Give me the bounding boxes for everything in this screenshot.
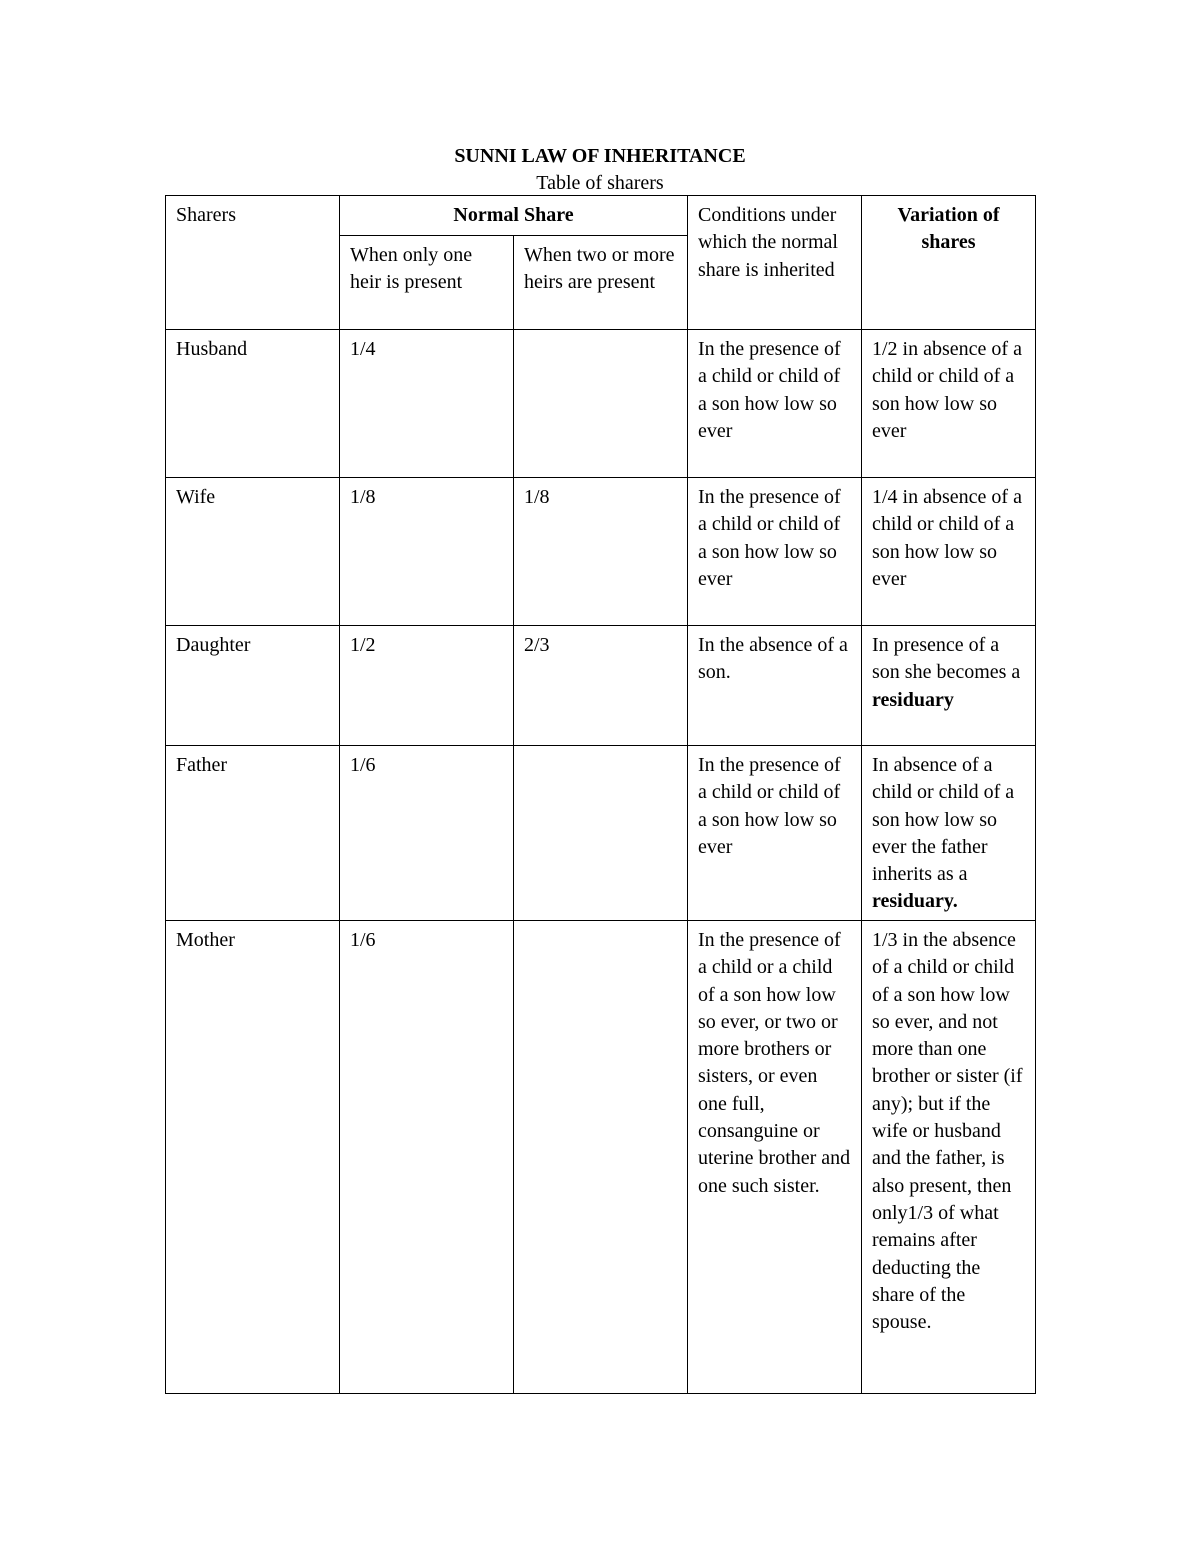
cell-one-heir: 1/4 [340,330,514,478]
table-row [166,330,1036,478]
header-normal-share: Normal Share [340,196,688,236]
variation-text: 1/3 in the absence of a child or child of a son how low so ever, and not more than one brother or sister (if any); but if the wife or husband and the father, is also present, then only1/3 of what remains after deducting the share of the spouse. [872,929,1023,1334]
cell-variation [862,626,1036,746]
table-row [166,478,1036,626]
cell-conditions: In the presence of a child or child of a son how low so ever [688,746,862,921]
table-row [166,921,1036,1394]
table-row [166,626,1036,746]
cell-sharer: Daughter [166,626,340,746]
sharers-table [165,195,1036,1394]
table-row [166,746,1036,921]
cell-variation [862,746,1036,921]
document-title: SUNNI LAW OF INHERITANCE [454,145,746,167]
document-subtitle: Table of sharers [536,172,664,194]
cell-one-heir: 1/8 [340,478,514,626]
header-variation: Variation of shares [862,196,1036,330]
cell-one-heir: 1/6 [340,921,514,1394]
cell-two-or-more [514,921,688,1394]
header-sharers: Sharers [166,196,340,330]
cell-variation [862,478,1036,626]
header-one-heir: When only one heir is present [340,236,514,330]
header-two-or-more: When two or more heirs are present [514,236,688,330]
header-row-1 [166,196,1036,236]
cell-sharer: Wife [166,478,340,626]
variation-text: 1/2 in absence of a child or child of a son how low so ever [872,338,1022,442]
variation-bold-text: residuary. [872,890,958,913]
cell-variation [862,330,1036,478]
variation-text: In presence of a son she becomes a [872,634,1021,684]
cell-two-or-more [514,746,688,921]
cell-sharer: Husband [166,330,340,478]
cell-two-or-more: 1/8 [514,478,688,626]
variation-text: In absence of a child or child of a son how low so ever the father inherits as a [872,754,1015,886]
variation-bold-text: residuary [872,688,954,711]
cell-conditions: In the presence of a child or child of a son how low so ever [688,478,862,626]
header-conditions: Conditions under which the normal share is inherited [688,196,862,330]
cell-variation [862,921,1036,1394]
cell-conditions: In the absence of a son. [688,626,862,746]
cell-sharer: Father [166,746,340,921]
cell-one-heir: 1/2 [340,626,514,746]
cell-two-or-more: 2/3 [514,626,688,746]
cell-conditions: In the presence of a child or child of a son how low so ever [688,330,862,478]
cell-sharer: Mother [166,921,340,1394]
cell-two-or-more [514,330,688,478]
cell-one-heir: 1/6 [340,746,514,921]
variation-text: 1/4 in absence of a child or child of a son how low so ever [872,486,1022,590]
cell-conditions: In the presence of a child or a child of a son how low so ever, or two or more brothers or sisters, or even one full, consanguine or uterine brother and one such sister. [688,921,862,1394]
